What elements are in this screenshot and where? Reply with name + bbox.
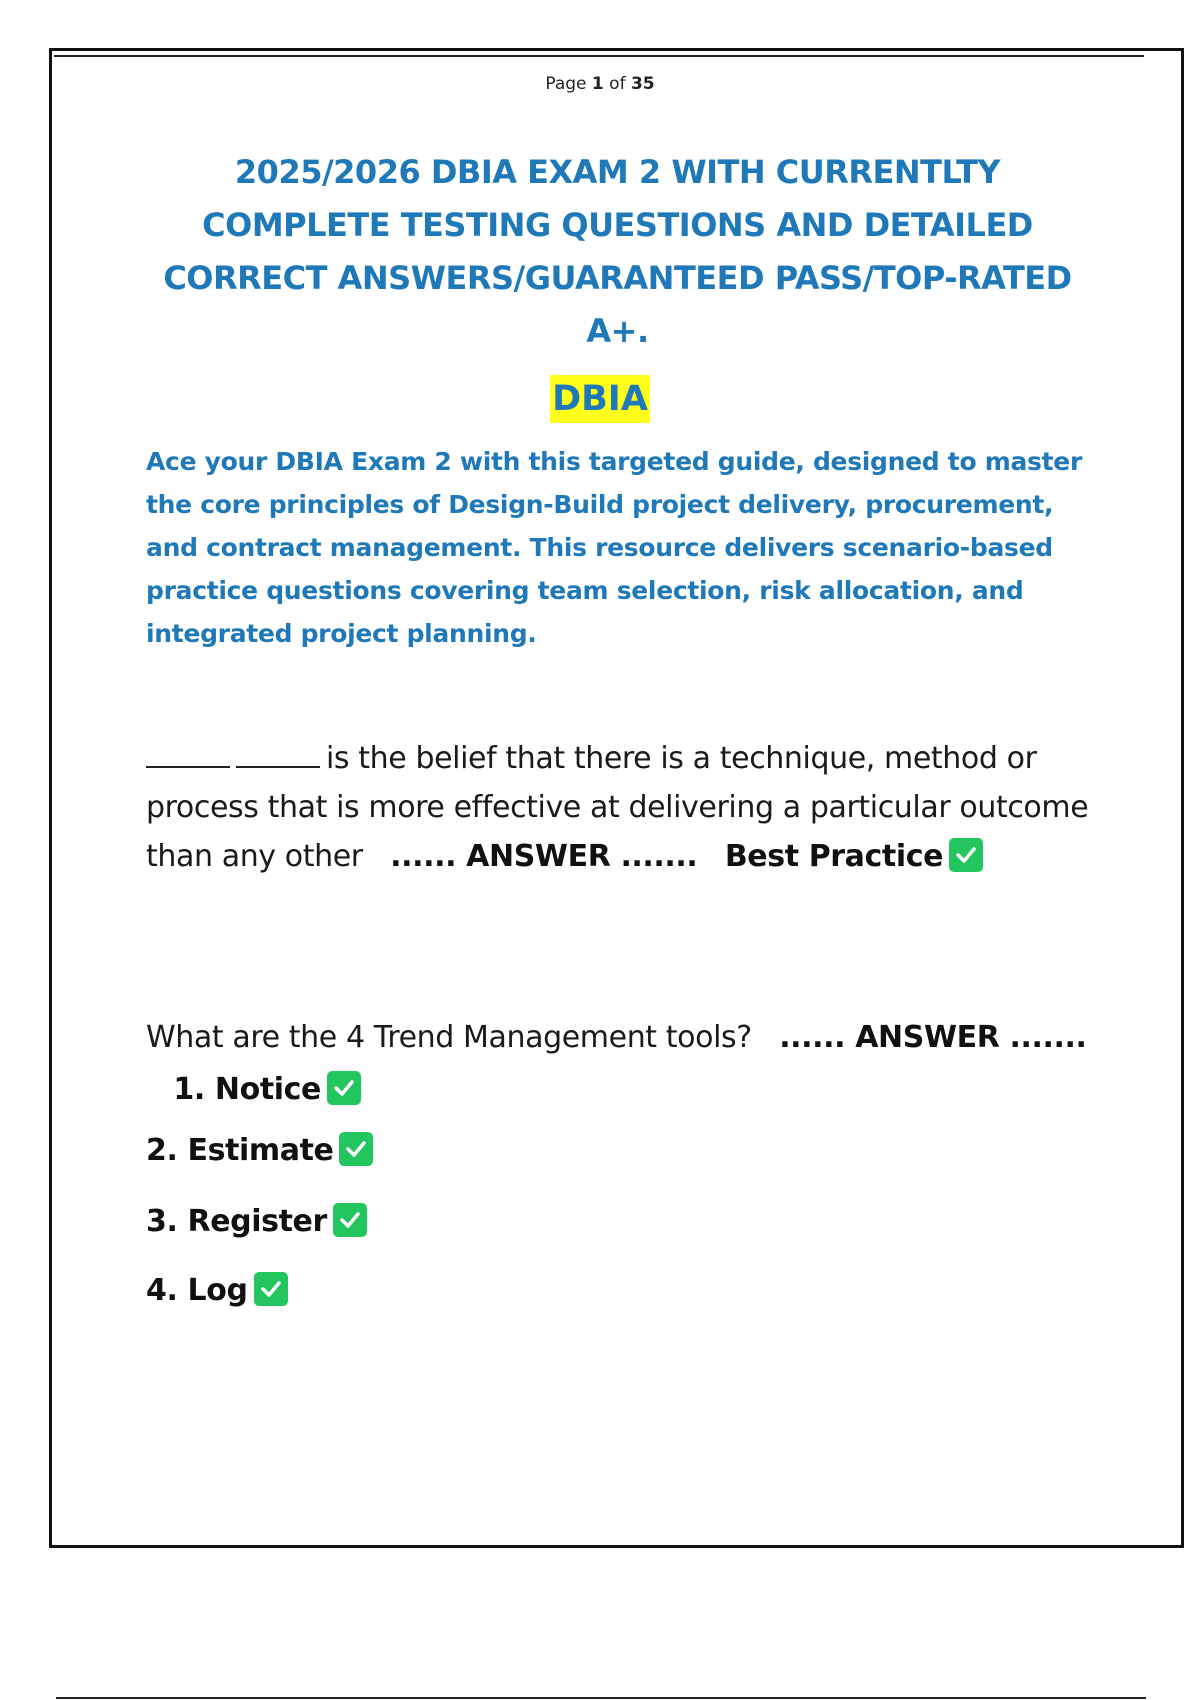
answer-item-1: 1. Notice (173, 1072, 322, 1107)
bottom-rule (56, 1697, 1146, 1699)
page-label: Page (545, 74, 587, 94)
intro-paragraph: Ace your DBIA Exam 2 with this targeted guide, designed to master the core principles of Design-Build project delivery, procurement, and contract management. This resource delivers scenario-based practice questions covering team selection, risk allocation, and integrated project planning. (146, 447, 1082, 648)
question-1-text: is the belief that there is a technique, method or process that is more effective at delivering a particular outcome than any other (146, 741, 1089, 874)
answer-item-2-row (146, 1132, 373, 1168)
question-1-answer: Best Practice (724, 839, 944, 874)
question-1 (146, 734, 1096, 881)
answer-item-2: 2. Estimate (146, 1133, 334, 1168)
tag-wrap (0, 375, 1200, 423)
question-2 (146, 1012, 1096, 1116)
answer-item-3: 3. Register (146, 1204, 327, 1239)
page-number (0, 74, 1200, 94)
page-of: of (609, 74, 626, 94)
question-2-text: What are the 4 Trend Management tools? (146, 1020, 752, 1055)
check-mark-icon (333, 1203, 367, 1237)
check-mark-icon (327, 1071, 361, 1105)
answer-marker: ...... ANSWER ....... (779, 1020, 1087, 1055)
check-mark-icon (339, 1132, 373, 1166)
answer-item-4-row (146, 1272, 288, 1308)
fill-in-blank (236, 742, 320, 768)
page-total: 35 (630, 74, 655, 94)
answer-item-4: 4. Log (146, 1273, 248, 1308)
check-mark-icon (254, 1272, 288, 1306)
page-current: 1 (591, 74, 604, 94)
check-mark-icon (949, 838, 983, 872)
answer-marker: ...... ANSWER ....... (390, 839, 698, 874)
highlighted-tag: DBIA (550, 375, 650, 423)
document-title: 2025/2026 DBIA EXAM 2 WITH CURRENTLTY COMPLETE TESTING QUESTIONS AND DETAILED CORRECT ANSWERS/GUARANTEED PASS/TOP-RATED A+. (163, 153, 1072, 350)
answer-item-3-row (146, 1203, 367, 1239)
top-rule (54, 55, 1144, 57)
fill-in-blank (146, 742, 230, 768)
